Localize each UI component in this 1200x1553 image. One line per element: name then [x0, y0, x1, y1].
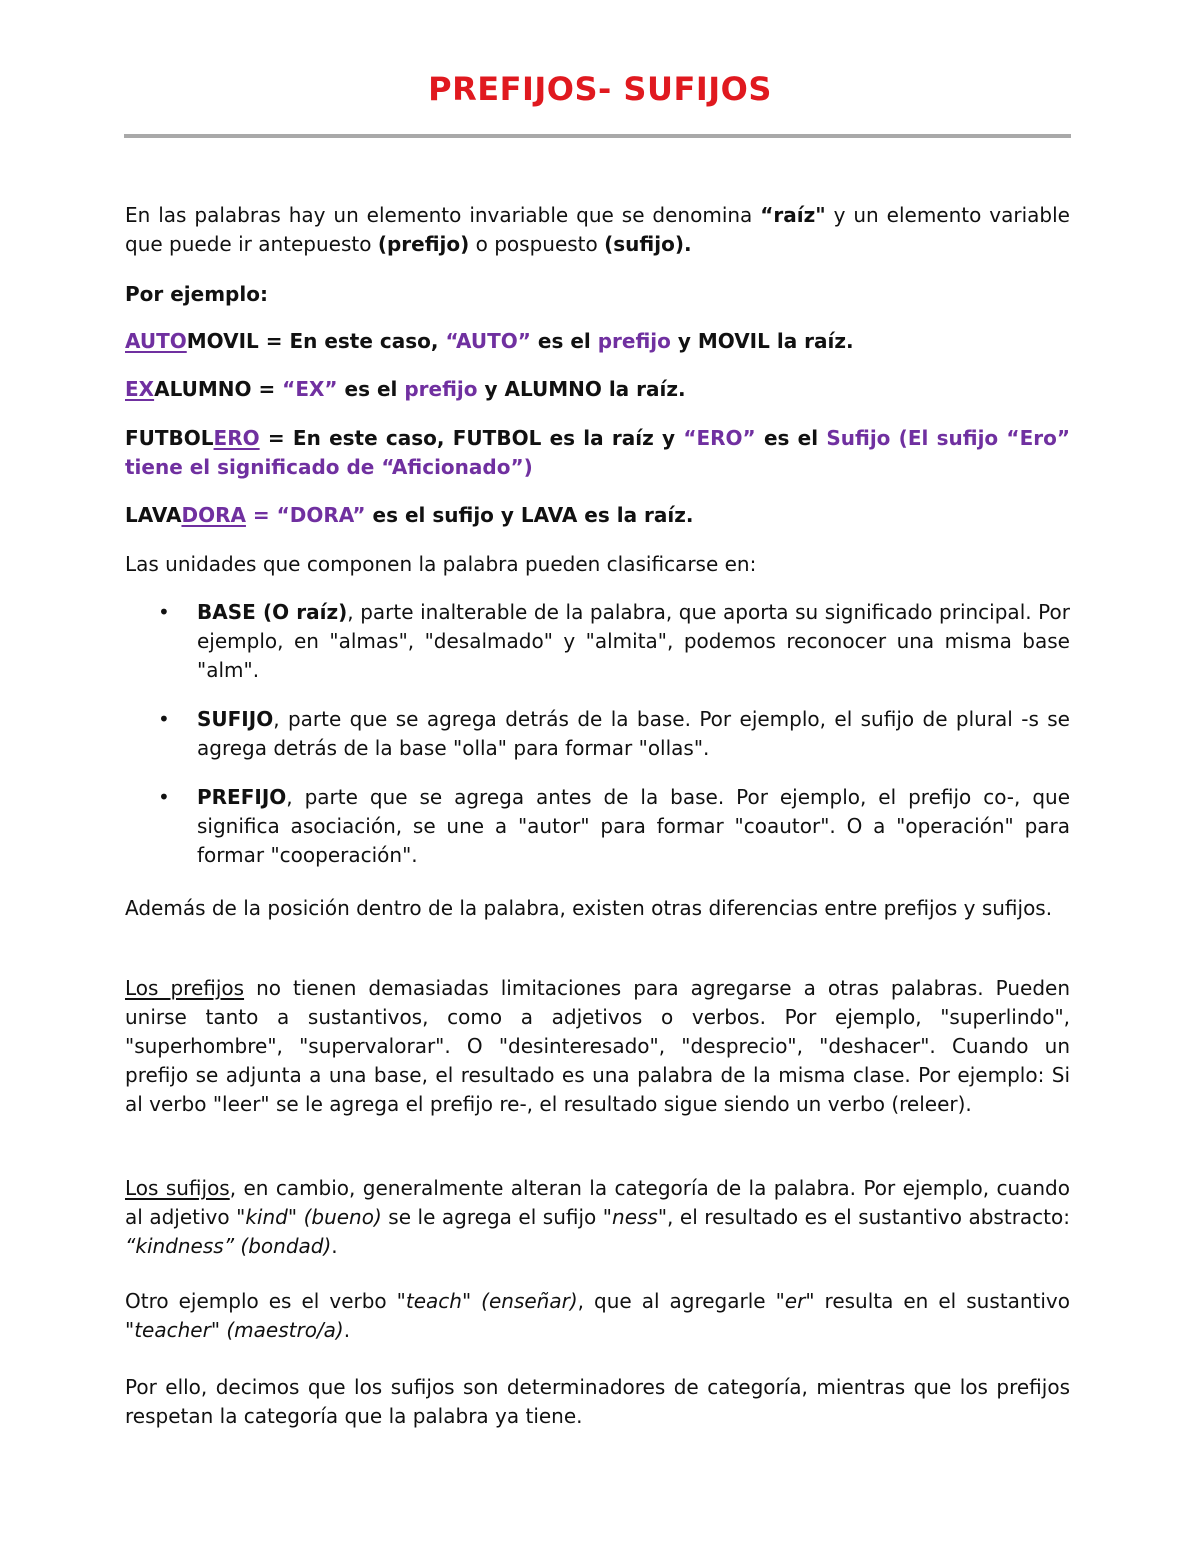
list-item-prefijo — [125, 783, 1070, 870]
list-term: SUFIJO — [197, 707, 274, 731]
ex3-text-1: = En este caso, FUTBOL es la raíz y — [259, 426, 684, 450]
ex3-note: (El sufijo “Ero” tiene el significado de “Aficionado”) — [125, 426, 1070, 479]
ex2-text-1: ALUMNO = — [154, 377, 283, 401]
sufijos-heading: Los sufijos — [125, 1176, 230, 1200]
ex1-quote: “AUTO” — [445, 329, 531, 353]
word-ensenar: (enseñar) — [481, 1289, 578, 1313]
title-rule — [124, 134, 1071, 138]
intro-prefijo: (prefijo) — [377, 232, 470, 256]
ex4-root: LAVA — [125, 503, 182, 527]
otro-ejemplo-paragraph — [125, 1287, 1070, 1345]
sufijos-text-1: , en cambio, generalmente alteran la categoría de la palabra. Por ejemplo, cuando al adjetivo " — [125, 1176, 1070, 1229]
prefijos-paragraph — [125, 974, 1070, 1119]
word-maestro: (maestro/a) — [226, 1318, 344, 1342]
prefijos-text: no tienen demasiadas limitaciones para agregarse a otras palabras. Pueden unirse tanto a sustantivos, como a adjetivos o verbos. Por ejemplo, "superlindo", "superhombre", "supervalorar". O "desinteresado", "desprecio", "deshacer". Cuando un prefijo se adjunta a una base, el resultado es una palabra de la misma clase. Por ejemplo: Si al verbo "leer" se le agrega el prefijo re-, el resultado sigue siendo un verbo (releer). — [125, 976, 1070, 1116]
units-list — [125, 598, 1070, 870]
word-teach: teach — [405, 1289, 462, 1313]
bullet-icon: • — [158, 600, 170, 624]
por-ejemplo-heading — [125, 280, 1070, 309]
ex2-text-2: es el — [337, 377, 405, 401]
list-term: BASE (O raíz) — [197, 600, 348, 624]
intro-text-3: o pospuesto — [469, 232, 605, 256]
sufijos-text-4: ", el resultado es el sustantivo abstracto: — [657, 1205, 1070, 1229]
list-text: , parte que se agrega antes de la base. Por ejemplo, el prefijo co-, que significa asociación, se une a "autor" para formar "coautor". O a "operación" para formar "cooperación". — [197, 785, 1070, 867]
otro-text-5: " — [210, 1318, 227, 1342]
example-lavadora — [125, 501, 1070, 530]
ex1-text-2: es el — [530, 329, 598, 353]
page-title: PREFIJOS- SUFIJOS — [428, 70, 772, 108]
ex3-text-2: es el — [755, 426, 827, 450]
ex4-equals: = — [245, 503, 277, 527]
conclusion-paragraph: Por ello, decimos que los sufijos son determinadores de categoría, mientras que los prefijos respetan la categoría que la palabra ya tiene. — [125, 1375, 1070, 1428]
list-text: , parte inalterable de la palabra, que aporta su significado principal. Por ejemplo, en "almas", "desalmado" y "almita", podemos reconocer una misma base "alm". — [197, 600, 1070, 682]
bullet-icon: • — [158, 785, 170, 809]
ex1-prefijo: prefijo — [597, 329, 671, 353]
intro-text-2: y un elemento variable que puede ir antepuesto — [125, 203, 1070, 256]
bullet-icon: • — [158, 707, 170, 731]
intro-paragraph — [125, 201, 1070, 259]
sufijos-text-5: . — [331, 1234, 338, 1258]
prefijos-heading: Los prefijos — [125, 976, 245, 1000]
ex4-text-1: es el sufijo y LAVA es la raíz. — [365, 503, 694, 527]
por-ejemplo-text: Por ejemplo: — [125, 282, 268, 306]
word-er: er — [784, 1289, 806, 1313]
otro-text-4: " resulta en el sustantivo " — [125, 1289, 1070, 1342]
list-text: , parte que se agrega detrás de la base. Por ejemplo, el sufijo de plural -s se agrega detrás de la base "olla" para formar "ollas". — [197, 707, 1070, 760]
ex3-root: FUTBOL — [125, 426, 214, 450]
list-item-sufijo — [125, 705, 1070, 763]
ex1-text-1: MOVIL = En este caso, — [186, 329, 446, 353]
list-item-base — [125, 598, 1070, 685]
ex2-text-3: y ALUMNO la raíz. — [477, 377, 686, 401]
otro-text-6: . — [343, 1318, 351, 1342]
ex3-sufijo: Sufijo — [826, 426, 891, 450]
ex3-suffix: ERO — [213, 426, 260, 450]
intro-raiz: “raíz" — [760, 203, 826, 227]
sufijos-paragraph — [125, 1174, 1070, 1261]
example-exalumno — [125, 375, 1070, 404]
list-term: PREFIJO — [197, 785, 287, 809]
word-bueno: (bueno) — [303, 1205, 382, 1229]
sufijos-text-2: " — [287, 1205, 304, 1229]
units-intro: Las unidades que componen la palabra pueden clasificarse en: — [125, 552, 757, 576]
ex2-quote: “EX” — [282, 377, 338, 401]
ex4-suffix: DORA — [181, 503, 246, 527]
ex1-text-3: y MOVIL la raíz. — [670, 329, 854, 353]
example-futbolero — [125, 424, 1070, 482]
ex3-quote: “ERO” — [683, 426, 756, 450]
intro-sufijo: (sufijo). — [604, 232, 692, 256]
ex2-prefix: EX — [125, 377, 155, 401]
ex4-quote: “DORA” — [276, 503, 366, 527]
word-kind: kind — [245, 1205, 288, 1229]
word-teacher: teacher — [134, 1318, 211, 1342]
ex1-prefix: AUTO — [125, 329, 187, 353]
example-automovil — [125, 327, 1070, 356]
otro-text-1: Otro ejemplo es el verbo " — [125, 1289, 406, 1313]
ademas-paragraph: Además de la posición dentro de la palabra, existen otras diferencias entre prefijos y sufijos. — [125, 896, 1053, 920]
otro-text-3: , que al agregarle " — [577, 1289, 785, 1313]
otro-text-2: " — [461, 1289, 482, 1313]
word-kindness: “kindness” (bondad) — [125, 1234, 332, 1258]
word-ness: ness — [612, 1205, 658, 1229]
intro-text-1: En las palabras hay un elemento invariable que se denomina — [125, 203, 761, 227]
sufijos-text-3: se le agrega el sufijo " — [381, 1205, 613, 1229]
ex2-prefijo: prefijo — [404, 377, 478, 401]
